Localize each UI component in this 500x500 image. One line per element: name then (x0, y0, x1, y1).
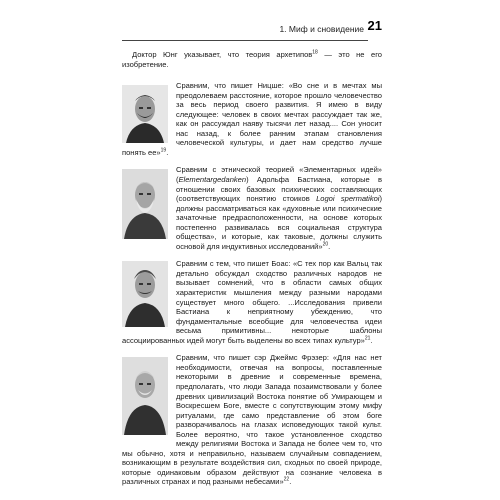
quote-text: Сравним с тем, что пишет Боас: «С тех пор как Вальц так детально обсуждал сходство различных народов не вызывает сомнений, что в области самых общих характеристик мышления между разными народами существует много общего. ...Исследования привели Бастиана к неприятному убеждению, что фундаментальные всеобщие для человечества идеи весьма примитивны... некоторые шаблоны ассоциированных идей могут быть выделены во всех типах культур»$^{21}$. (122, 259, 382, 345)
quote-entry-nietzsche (122, 81, 382, 157)
running-head: 1. Миф и сновидение (279, 24, 364, 34)
header-rule (122, 40, 368, 41)
portrait-boas-icon (122, 261, 168, 327)
quote-text: Сравним, что пишет сэр Джеймс Фрэзер: «Для нас нет необходимости, отвечая на вопросы, поставленные некоторыми в древние и современные времена, предполагать, что люди Запада позаимствовали у более древних цивилизаций Востока понятие об Умирающем и Воскресшем Боге, вместе с сопутствующим этому мифу ритуалами, где само представление об этом боге разворачивалось на глазах исповедующих такой культ. Более вероятно, что такое установленное сходство между религиями Востока и Запада не более чем то, что мы обычно, хотя и неправильно, называем случайным совпадением, возникающим в результате воздействия сил, сходных по своей природе, которые одинаковым образом действуют на сознание человека в различных странах и под разными небесами»$^{22}$. (122, 353, 382, 487)
intro-paragraph: Доктор Юнг указывает, что теория архетипов$^{18}$ — это не его изобретение. (122, 49, 382, 69)
page-body (122, 50, 382, 487)
quote-entry-boas (122, 259, 382, 345)
portrait-bastian-icon (122, 169, 168, 239)
quote-text: Сравним, что пишет Ницше: «Во сне и в мечтах мы преодолеваем расстояние, которое прошло человечество за весь период своего развития. Я имею в виду следующее: человек в своих мечтах рассуждает так же, как он рассуждал наяву тысячи лет назад.... Сон уносит нас назад, к более ранним этапам становления человеческой культуры, и дает нам средство лучше понять ее»$^{19}$. (122, 81, 382, 157)
portrait-nietzsche-icon (122, 85, 168, 143)
quote-entry-frazer (122, 353, 382, 487)
portrait-frazer-icon (122, 357, 168, 435)
page-header (0, 0, 500, 40)
quote-text: Сравним с этнической теорией «Элементарных идей» (Elementargedanken) Адольфа Бастиана, которые в отношении своих базовых психических составляющих (соответствующих понятию стоиков Logoi spermatikoi) должны рассматриваться как «духовные или психические зачаточные предрасположенности, на основе которых постепенно развивалась вся социальная структура общества», и которые, как таковые, должны служить основой для индуктивных исследований»$^{20}$. (176, 165, 382, 251)
quote-entry-bastian (122, 165, 382, 251)
page-number: 21 (367, 18, 382, 33)
